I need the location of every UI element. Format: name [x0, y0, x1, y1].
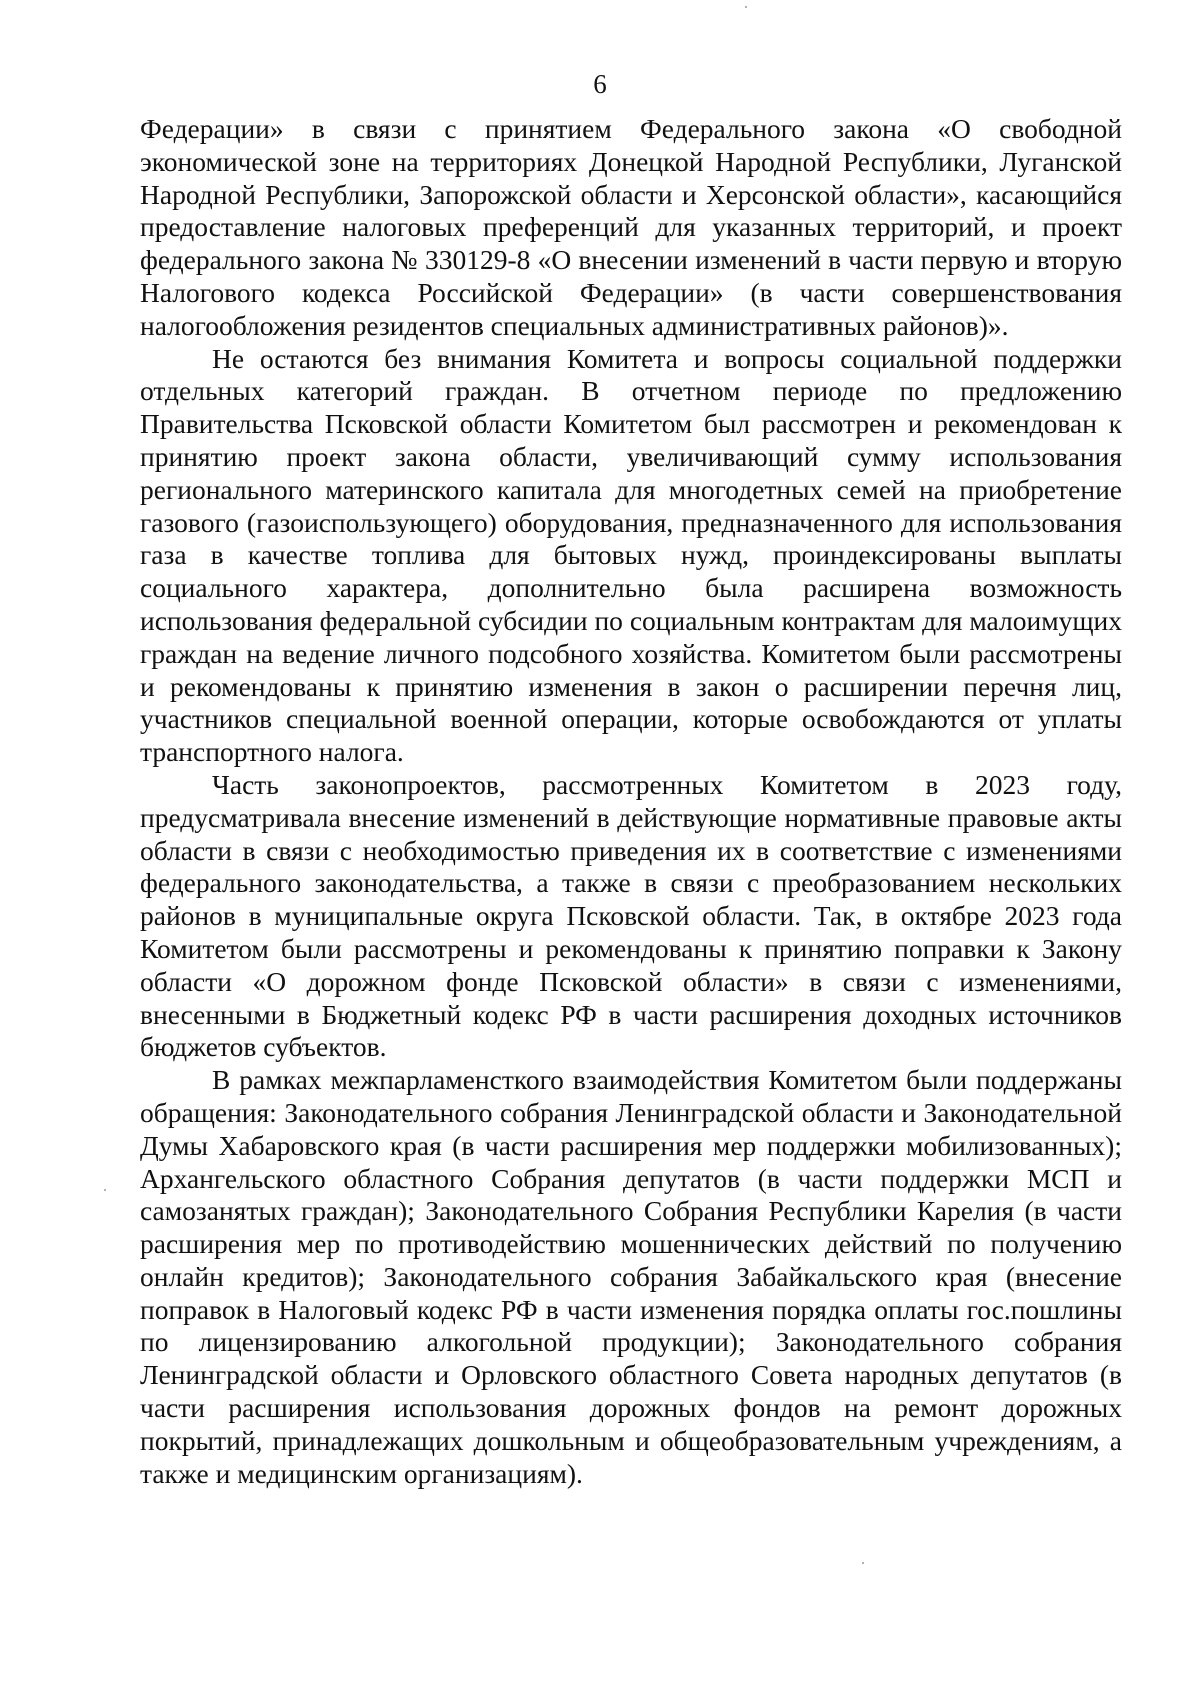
paragraph-continuation: Федерации» в связи с принятием Федерального закона «О свободной экономической зоне на территориях Донецкой Народной Республики, Луганской Народной Республики, Запорожской области и Херсонской области», касающийся предоставление налоговых преференций для указанных территорий, и проект федерального закона № 330129-8 «О внесении изменений в части первую и вторую Налогового кодекса Российской Федерации» (в части совершенствования налогообложения резидентов специальных административных районов)».: [140, 113, 1122, 341]
paragraph-social-support: Не остаются без внимания Комитета и вопросы социальной поддержки отдельных категорий граждан. В отчетном периоде по предложению Правительства Псковской области Комитетом был рассмотрен и рекомендован к принятию проект закона области, увеличивающий сумму использования регионального материнского капитала для многодетных семей на приобретение газового (газоиспользующего) оборудования, предназначенного для использования газа в качестве топлива для бытовых нужд, проиндексированы выплаты социального характера, дополнительно была расширена возможность использования федеральной субсидии по социальным контрактам для малоимущих граждан на ведение личного подсобного хозяйства. Комитетом были рассмотрены и рекомендованы к принятию изменения в закон о расширении перечня лиц, участников специальной военной операции, которые освобождаются от уплаты транспортного налога.: [140, 342, 1122, 768]
paragraph-interparliamentary: В рамках межпарламенсткого взаимодействия Комитетом были поддержаны обращения: Законодательного собрания Ленинградской области и Законодательной Думы Хабаровского края (в части расширения мер поддержки мобилизованных); Архангельского областного Собрания депутатов (в части поддержки МСП и самозанятых граждан); Законодательного Собрания Республики Карелия (в части расширения мер по противодействию мошеннических действий по получению онлайн кредитов); Законодательного собрания Забайкальского края (внесение поправок в Налоговый кодекс РФ в части изменения порядка оплаты гос.пошлины по лицензированию алкогольной продукции); Законодательного собрания Ленинградской области и Орловского областного Совета народных депутатов (в части расширения использования дорожных фондов на ремонт дорожных покрытий, принадлежащих дошкольным и общеобразовательным учреждениям, а также и медицинским организациям).: [140, 1064, 1122, 1489]
document-body: [140, 113, 1122, 1490]
scan-speck: [745, 6, 747, 8]
paragraph-bills-amendments: Часть законопроектов, рассмотренных Комитетом в 2023 году, предусматривала внесение изменений в действующие нормативные правовые акты области в связи с необходимостью приведения их в соответствие с изменениями федерального законодательства, а также в связи с преобразованием нескольких районов в муниципальные округа Псковской области. Так, в октябре 2023 года Комитетом были рассмотрены и рекомендованы к принятию поправки к Закону области «О дорожном фонде Псковской области» в связи с изменениями, внесенными в Бюджетный кодекс РФ в части расширения доходных источников бюджетов субъектов.: [140, 768, 1122, 1063]
scan-speck: [104, 1189, 106, 1191]
page-number: 6: [593, 69, 607, 99]
scan-speck: [862, 1562, 864, 1564]
